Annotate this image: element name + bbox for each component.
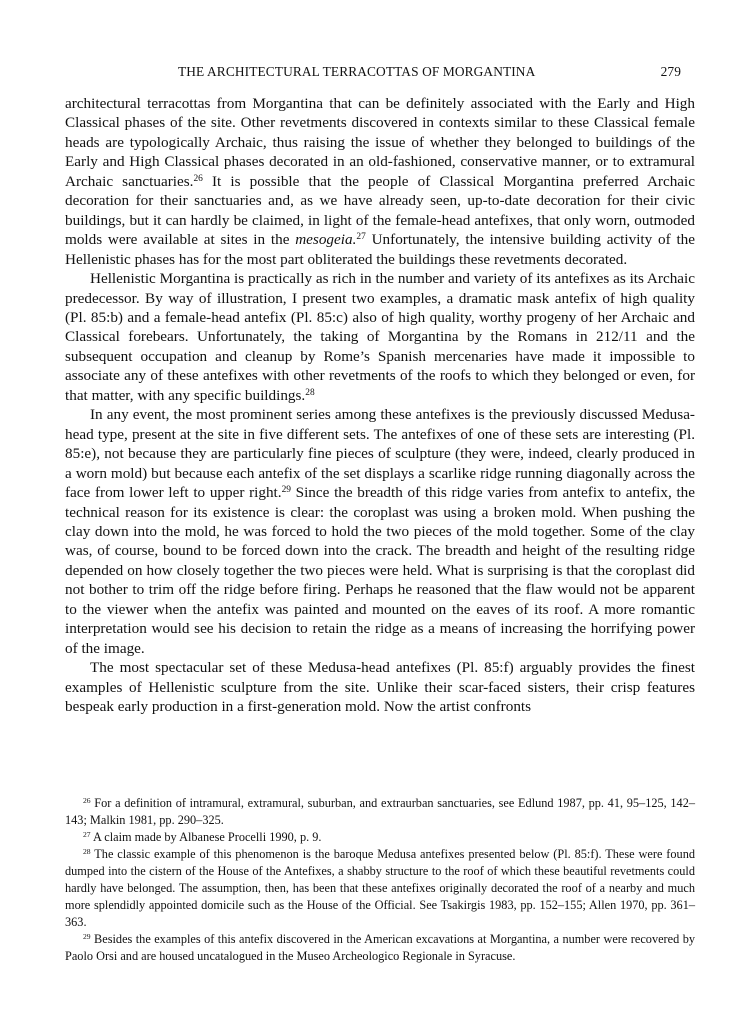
footnote xyxy=(65,931,695,965)
text-run: In any event, the most prominent series among these antefixes is the previously discussed Medusa-head type, present at the site in five different sets. The antefixes of one of these sets are interesting (Pl. 85:e), not because they are particularly fine pieces of sculpture (they were, indeed, clearly produced in a worn mold) but because each antefix of the set displays a scarlike ridge running diagonally across the face from lower left to upper right. xyxy=(65,406,695,502)
footnote-number: 26 xyxy=(83,795,91,805)
page-number: 279 xyxy=(660,64,681,79)
paragraph xyxy=(65,94,695,269)
footnote-ref[interactable]: 27 xyxy=(356,232,366,242)
footnote-text: For a definition of intramural, extramural, suburban, and extraurban sanctuaries, see Edlund 1987, pp. 41, 95–125, 142–143; Malkin 1981, pp. 290–325. xyxy=(65,796,695,827)
text-run: It is possible that the people of Classical Morgantina preferred Archaic decoration for their sanctuaries and, as we have already seen, up-to-date decoration for their civic buildings, but it can hardly be claimed, in light of the female-head antefixes, that only worn, outmoded molds were available at sites in the xyxy=(65,172,696,249)
text-run: Unfortunately, the intensive building activity of the Hellenistic phases has for the most part obliterated the buildings these revetments decorated. xyxy=(65,231,695,268)
footnotes xyxy=(65,795,695,965)
paragraph xyxy=(65,405,695,658)
footnote-text: Besides the examples of this antefix discovered in the American excavations at Morgantina, a number were recovered by Paolo Orsi and are housed uncatalogued in the Museo Archeologico Regionale in Syracuse. xyxy=(65,932,695,963)
footnote xyxy=(65,829,695,846)
text-run: Hellenistic Morgantina is practically as rich in the number and variety of its antefixes as its Archaic predecessor. By way of illustration, I present two examples, a dramatic mask antefix of high quality (Pl. 85:b) and a female-head antefix (Pl. 85:c) also of high quality, worthy progeny of her Archaic and Classical forebears. Unfortunately, the taking of Morgantina by the Romans in 212/11 and the subsequent occupation and cleanup by Rome’s Spanish mercenaries have made it impossible to associate any of these antefixes with other revetments of the roofs to which they belonged or even, for that matter, with any specific buildings. xyxy=(65,270,695,404)
footnote-text: The classic example of this phenomenon is the baroque Medusa antefixes presented below (Pl. 85:f). These were found dumped into the cistern of the House of the Antefixes, a shabby structure to the roof of which these beautiful revetments could hardly have belonged. The assumption, then, has been that these antefixes originally decorated the roof of a nearby and much more splendidly appointed domicile such as the House of the Official. See Tsakirgis 1983, pp. 152–155; Allen 1970, pp. 361–363. xyxy=(65,847,695,929)
footnote-text: A claim made by Albanese Procelli 1990, p. 9. xyxy=(90,830,322,844)
footnote-ref[interactable]: 29 xyxy=(281,484,291,495)
main-text xyxy=(65,94,695,717)
paragraph xyxy=(65,269,695,405)
footnote-number: 29 xyxy=(83,931,91,941)
footnote-number: 28 xyxy=(83,846,91,856)
footnote xyxy=(65,846,695,931)
text-run: architectural terracottas from Morgantina that can be definitely associated with the Early and High Classical phases of the site. Other revetments discovered in contexts similar to these Classical female heads are typologically Archaic, thus raising the issue of whether they belonged to buildings of the Early and High Classical phases decorated in an old-fashioned, conservative manner, or to extramural Archaic sanctuaries. xyxy=(65,95,695,190)
footnote-ref[interactable]: 26 xyxy=(193,173,203,184)
running-title: THE ARCHITECTURAL TERRACOTTAS OF MORGANTINA xyxy=(178,64,536,79)
footnote-ref[interactable]: 28 xyxy=(305,387,315,398)
paragraph xyxy=(65,658,695,716)
footnote xyxy=(65,795,695,829)
text-run: The most spectacular set of these Medusa-head antefixes (Pl. 85:f) arguably provides the finest examples of Hellenistic sculpture from the site. Unlike their scar-faced sisters, their crisp features bespeak early production in a first-generation mold. Now the artist confronts xyxy=(65,659,695,716)
italic-term: mesogeia. xyxy=(295,231,357,249)
text-run: Since the breadth of this ridge varies from antefix to antefix, the technical reason for its existence is clear: the coroplast was using a broken mold. When pushing the clay down into the mold, he was forced to hold the two pieces of the mold together. Some of the clay was, of course, bound to be forced down into the crack. The breadth and height of the resulting ridge depended on how closely together the two pieces were held. What is surprising is that the coroplast did not bother to trim off the ridge before firing. Perhaps he reasoned that the flaw would not be apparent to the viewer when the antefix was painted and mounted on the eaves of its roof. A more romantic interpretation would see his decision to retain the ridge as a means of increasing the horrifying power of the image. xyxy=(65,484,696,657)
footnote-number: 27 xyxy=(83,829,91,839)
